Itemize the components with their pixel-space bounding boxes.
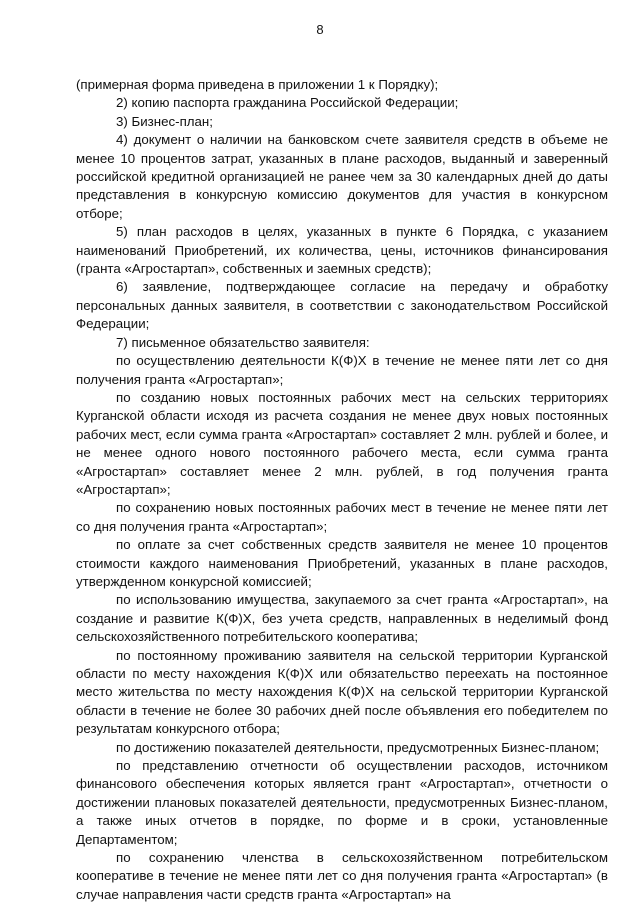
paragraph: 6) заявление, подтверждающее согласие на передачу и обработку персональных данных заявителя, в соответствии с законодательством Российской Федерации; bbox=[76, 279, 608, 332]
paragraph: (примерная форма приведена в приложении 1 к Порядку); bbox=[76, 77, 439, 92]
paragraph: 5) план расходов в целях, указанных в пункте 6 Порядка, с указанием наименований Приобретений, их количества, цены, источников финансирования (гранта «Агростартап», собственных и заемных средств); bbox=[76, 224, 608, 277]
page-number: 8 bbox=[316, 22, 324, 37]
paragraph: по использованию имущества, закупаемого за счет гранта «Агростартап», на создание и развитие К(Ф)Х, без учета средств, направленных в неделимый фонд сельскохозяйственного потребительского кооператива; bbox=[76, 592, 608, 645]
paragraph: 3) Бизнес-план; bbox=[116, 113, 213, 129]
paragraph: 4) документ о наличии на банковском счете заявителя средств в объеме не менее 10 процентов затрат, указанных в плане расходов, выданный и заверенный российской кредитной организацией не ранее чем за 30 календарных дней до даты представления в конкурсную комиссию документов для участия в конкурсном отборе; bbox=[76, 132, 608, 221]
paragraph: по созданию новых постоянных рабочих мест на сельских территориях Курганской области исходя из расчета создания не менее двух новых постоянных рабочих мест, если сумма гранта «Агростартап» составляет 2 млн. рублей и более, и не менее одного нового постоянного рабочего места, если сумма гранта «Агростартап» составляет менее 2 млн. рублей, в год получения гранта «Агростартап»; bbox=[76, 389, 608, 497]
paragraph: по оплате за счет собственных средств заявителя не менее 10 процентов стоимости каждого наименования Приобретений, указанных в плане расходов, утвержденном конкурсной комиссией; bbox=[76, 537, 608, 589]
paragraph: по постоянному проживанию заявителя на сельской территории Курганской области по месту нахождения К(Ф)Х или обязательство переехать на постоянное место жительства по месту нахождения К(Ф)Х на сельской территории Курганской области в течение не более 30 рабочих дней после объявления его победителем по результатам конкурсного отбора; bbox=[76, 647, 608, 737]
paragraph: по достижению показателей деятельности, предусмотренных Бизнес-планом; bbox=[116, 739, 600, 755]
paragraph: по осуществлению деятельности К(Ф)Х в течение не менее пяти лет со дня получения гранта «Агростартап»; bbox=[76, 353, 608, 387]
paragraph: по сохранению членства в сельскохозяйственном потребительском кооперативе в течение не менее пяти лет со дня получения гранта «Агростартап» (в случае направления части средств гранта «Агростартап» на bbox=[76, 850, 608, 902]
paragraph: по представлению отчетности об осуществлении расходов, источником финансового обеспечения которых является грант «Агростартап», отчетности о достижении плановых показателей деятельности, предусмотренных Бизнес-планом, а также иных отчетов в порядке, по форме и в сроки, установленные Департаментом; bbox=[76, 758, 608, 847]
paragraph: 2) копию паспорта гражданина Российской Федерации; bbox=[116, 95, 459, 111]
document-body bbox=[76, 76, 608, 904]
paragraph: 7) письменное обязательство заявителя: bbox=[116, 334, 370, 350]
paragraph: по сохранению новых постоянных рабочих мест в течение не менее пяти лет со дня получения гранта «Агростартап»; bbox=[76, 500, 608, 534]
